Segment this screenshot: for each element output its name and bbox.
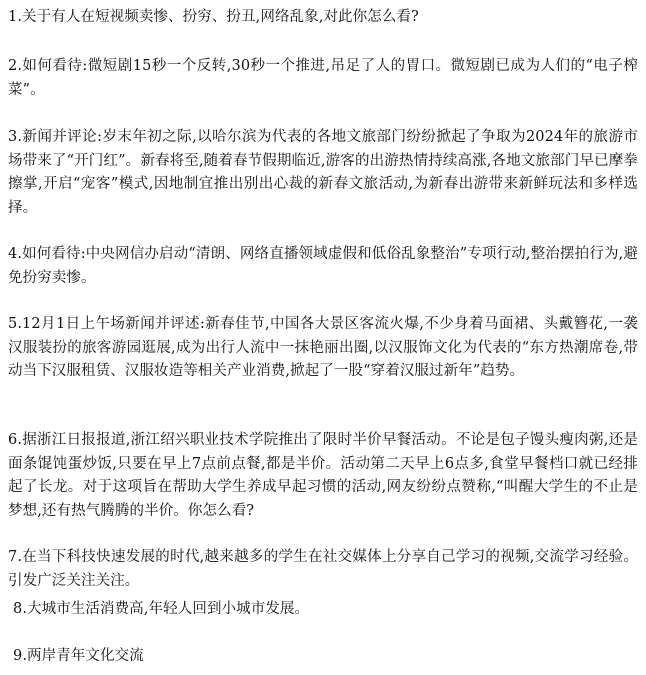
question-2: 2.如何看待:微短剧15秒一个反转,30秒一个推进,吊足了人的胃口。微短剧已成为人们的“电子榨菜”。: [8, 58, 638, 98]
question-1: 1.关于有人在短视频卖惨、扮穷、扮丑,网络乱象,对此你怎么看?: [8, 9, 419, 25]
question-3: 3.新闻并评论:岁末年初之际,以哈尔滨为代表的各地文旅部门纷纷掀起了争取为2024年的旅游市场带来了“开门红”。新春将至,随着春节假期临近,游客的出游热情持续高涨,各地文旅部门早已摩拳擦掌,开启“宠客”模式,因地制宜推出别出心裁的新春文旅活动,为新春出游带来新鲜玩法和多样选择。: [8, 129, 638, 216]
question-9: 9.两岸青年文化交流: [13, 648, 144, 664]
question-6: 6.据浙江日报报道,浙江绍兴职业技术学院推出了限时半价早餐活动。不论是包子馒头瘦肉粥,还是面条馄饨蛋炒饭,只要在早上7点前点餐,都是半价。活动第二天早上6点多,食堂早餐档口就已经排起了长龙。对于这项旨在帮助大学生养成早起习惯的活动,网友纷纷点赞称,“叫醒大学生的不止是梦想,还有热气腾腾的半价。你怎么看?: [8, 432, 638, 519]
question-4: 4.如何看待:中央网信办启动“清朗、网络直播领域虚假和低俗乱象整治”专项行动,整治摆拍行为,避免扮穷卖惨。: [8, 246, 638, 286]
question-8: 8.大城市生活消费高,年轻人回到小城市发展。: [13, 601, 310, 617]
question-7: 7.在当下科技快速发展的时代,越来越多的学生在社交媒体上分享自己学习的视频,交流学习经验。引发广泛关注关注。: [8, 549, 638, 589]
question-5: 5.12月1日上午场新闻并评述:新春佳节,中国各大景区客流火爆,不少身着马面裙、头戴簪花,一袭汉服装扮的旅客游园逛展,成为出行人流中一抹艳丽出圈,以汉服饰文化为代表的“东方热潮席卷,带动当下汉服租赁、汉服妆造等相关产业消费,掀起了一股“穿着汉服过新年”趋势。: [8, 316, 638, 379]
